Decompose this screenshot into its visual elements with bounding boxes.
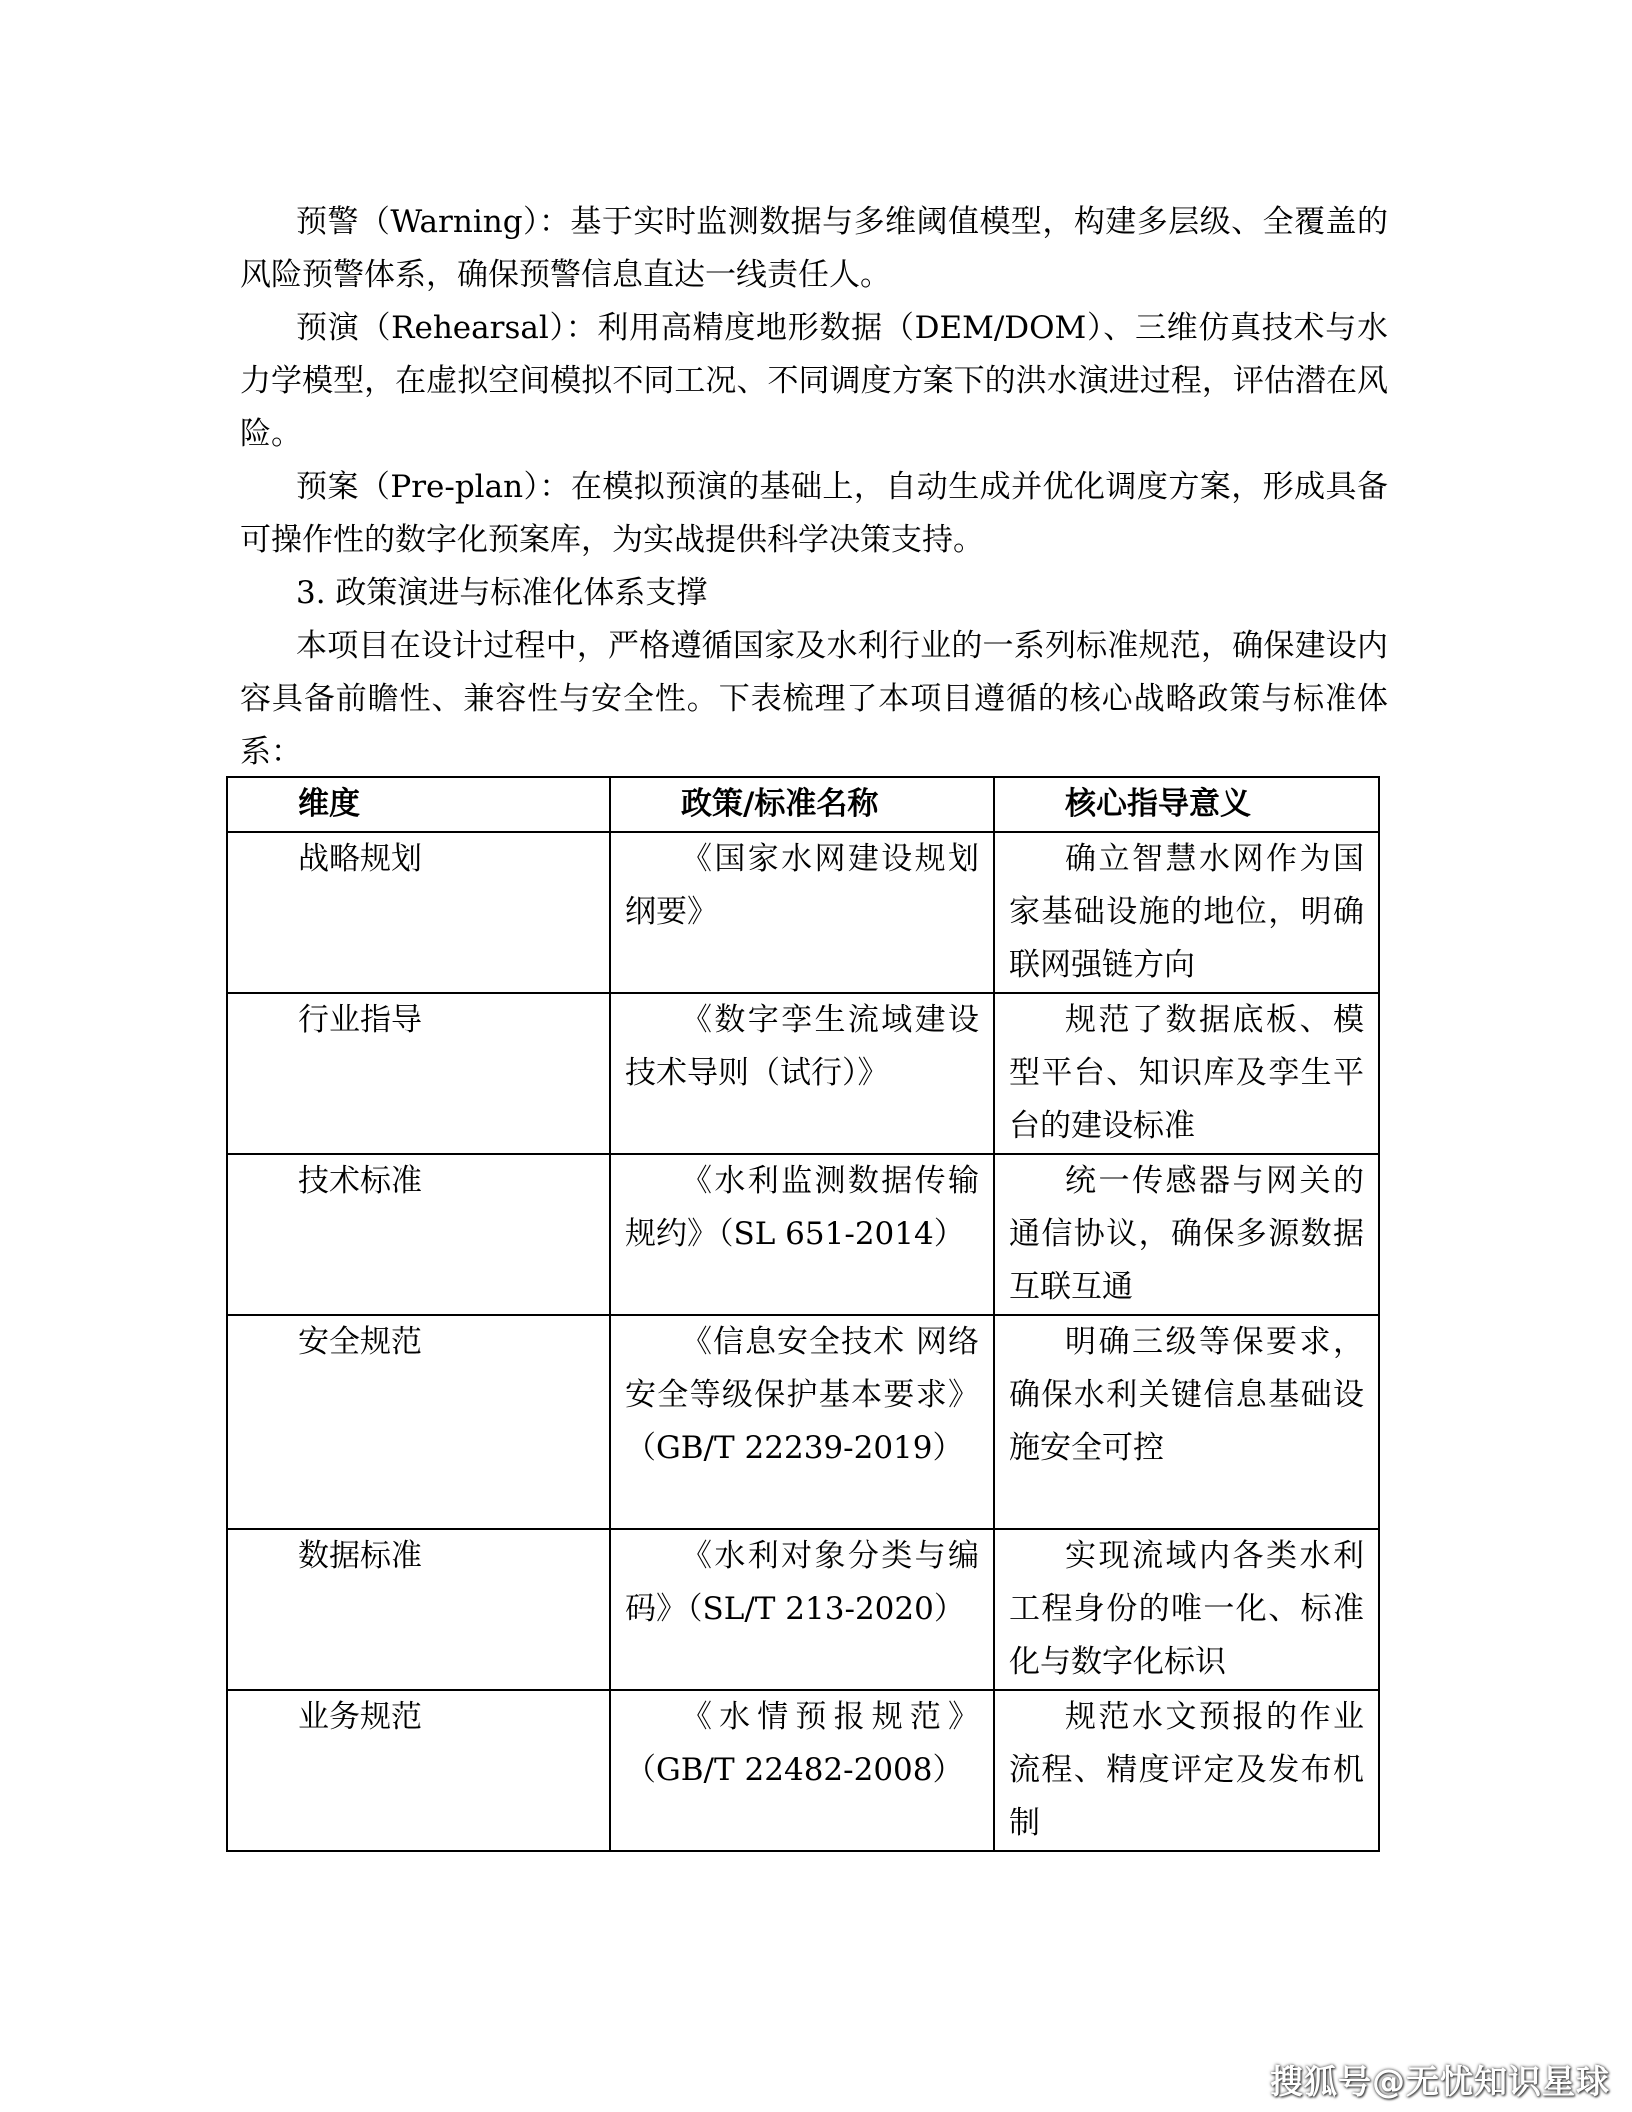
header-dimension-label: 维度 xyxy=(298,786,360,822)
cell-dimension: 技术标准 xyxy=(227,1154,610,1315)
section-heading: 3. 政策演进与标准化体系支撑 xyxy=(296,575,708,611)
cell-significance: 统一传感器与网关的通信协议，确保多源数据互联互通 xyxy=(994,1154,1379,1315)
cell-policy-name: 《水利对象分类与编码》（SL/T 213-2020） xyxy=(610,1529,994,1690)
cell-dimension: 数据标准 xyxy=(227,1529,610,1690)
cell-dimension: 安全规范 xyxy=(227,1315,610,1529)
cell-policy-name: 《国家水网建设规划纲要》 xyxy=(610,832,994,993)
cell-policy-name: 《水情预报规范》（GB/T 22482-2008） xyxy=(610,1690,994,1851)
cell-significance: 规范水文预报的作业流程、精度评定及发布机制 xyxy=(994,1690,1379,1851)
watermark: 搜狐号@无忧知识星球 xyxy=(1270,2062,1610,2101)
paragraph-preplan: 预案（Pre-plan）：在模拟预演的基础上，自动生成并优化调度方案，形成具备可操作性的数字化预案库，为实战提供科学决策支持。 xyxy=(240,469,1388,558)
cell-significance: 实现流域内各类水利工程身份的唯一化、标准化与数字化标识 xyxy=(994,1529,1379,1690)
header-significance-label: 核心指导意义 xyxy=(1065,786,1251,822)
table-row xyxy=(227,1154,1379,1315)
cell-dimension: 业务规范 xyxy=(227,1690,610,1851)
document-body xyxy=(240,196,1388,779)
paragraph-warning: 预警（Warning）：基于实时监测数据与多维阈值模型，构建多层级、全覆盖的风险预警体系，确保预警信息直达一线责任人。 xyxy=(240,204,1388,293)
cell-significance: 规范了数据底板、模型平台、知识库及孪生平台的建设标准 xyxy=(994,993,1379,1154)
cell-policy-name: 《数字孪生流域建设技术导则（试行）》 xyxy=(610,993,994,1154)
paragraph-intro: 本项目在设计过程中，严格遵循国家及水利行业的一系列标准规范，确保建设内容具备前瞻性、兼容性与安全性。下表梳理了本项目遵循的核心战略政策与标准体系： xyxy=(240,628,1388,770)
table-row xyxy=(227,1690,1379,1851)
cell-dimension: 战略规划 xyxy=(227,832,610,993)
table-row xyxy=(227,1529,1379,1690)
table-row xyxy=(227,1315,1379,1529)
header-significance xyxy=(994,777,1379,832)
cell-policy-name: 《信息安全技术 网络安全等级保护基本要求》（GB/T 22239-2019） xyxy=(610,1315,994,1529)
cell-dimension: 行业指导 xyxy=(227,993,610,1154)
table-row xyxy=(227,993,1379,1154)
table-row xyxy=(227,832,1379,993)
cell-significance: 确立智慧水网作为国家基础设施的地位，明确联网强链方向 xyxy=(994,832,1379,993)
header-policy-name-label: 政策/标准名称 xyxy=(681,786,879,822)
cell-policy-name: 《水利监测数据传输规约》（SL 651-2014） xyxy=(610,1154,994,1315)
cell-significance: 明确三级等保要求，确保水利关键信息基础设施安全可控 xyxy=(994,1315,1379,1529)
paragraph-rehearsal: 预演（Rehearsal）：利用高精度地形数据（DEM/DOM）、三维仿真技术与水力学模型，在虚拟空间模拟不同工况、不同调度方案下的洪水演进过程，评估潜在风险。 xyxy=(240,310,1388,452)
standards-table xyxy=(226,776,1380,1852)
table-header-row xyxy=(227,777,1379,832)
header-policy-name xyxy=(610,777,994,832)
header-dimension xyxy=(227,777,610,832)
